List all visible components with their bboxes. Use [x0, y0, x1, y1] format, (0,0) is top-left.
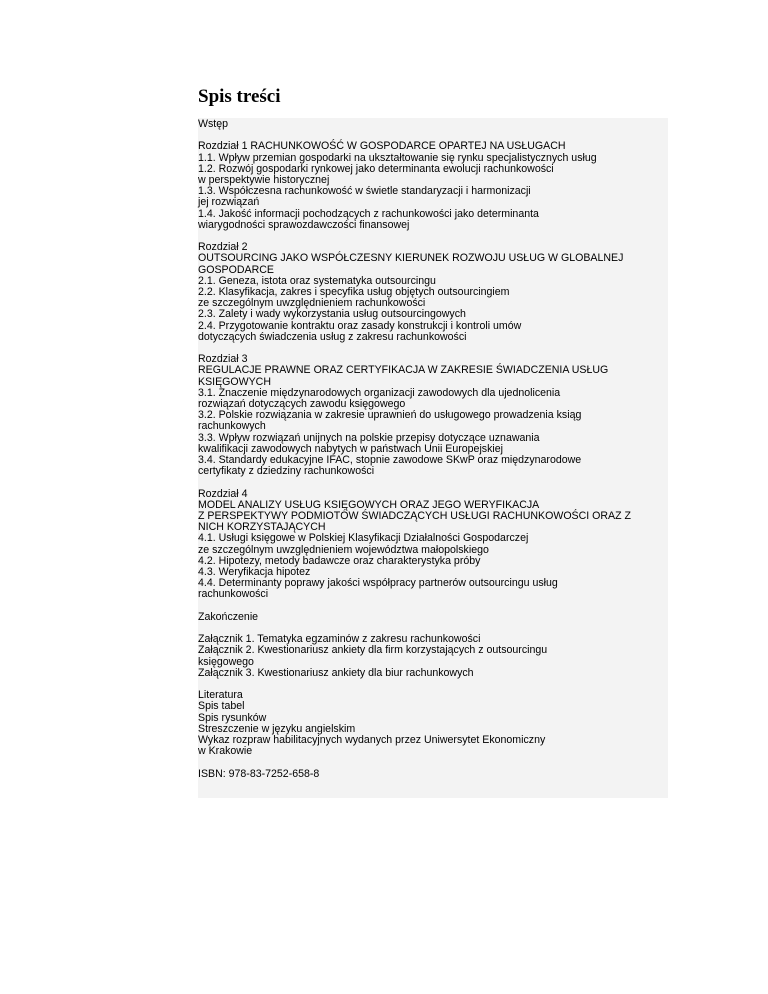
toc-line: księgowego [198, 655, 254, 668]
toc-line: Rozdział 1 RACHUNKOWOŚĆ W GOSPODARCE OPARTEJ NA USŁUGACH [198, 140, 566, 153]
toc-line: 2.3. Zalety i wady wykorzystania usług outsourcingowych [198, 308, 466, 321]
toc-line: 1.3. Współczesna rachunkowość w świetle standaryzacji i harmonizacji [198, 185, 531, 198]
toc-line: Rozdział 3 [198, 353, 248, 366]
toc-line: certyfikaty z dziedziny rachunkowości [198, 465, 375, 478]
toc-line: rozwiązań dotyczących zawodu księgowego [198, 398, 406, 411]
toc-section [198, 690, 668, 757]
toc-line: ISBN: 978-83-7252-658-8 [198, 767, 320, 780]
toc-line: KSIĘGOWYCH [198, 375, 271, 388]
toc-line: NICH KORZYSTAJĄCYCH [198, 521, 326, 534]
toc-line: Z PERSPEKTYWY PODMIOTÓW ŚWIADCZĄCYCH USŁUGI RACHUNKOWOŚCI ORAZ Z [198, 510, 631, 523]
toc-line: GOSPODARCE [198, 263, 274, 276]
toc-line: wiarygodności sprawozdawczości finansowej [198, 218, 410, 231]
toc-line: Załącznik 1. Tematyka egzaminów z zakresu rachunkowości [198, 633, 481, 646]
page-title: Spis treści [198, 86, 281, 107]
toc-line: 2.1. Geneza, istota oraz systematyka outsourcingu [198, 274, 436, 287]
toc-line: Spis rysunków [198, 711, 267, 724]
toc-section [198, 612, 668, 623]
toc-line: Streszczenie w języku angielskim [198, 722, 356, 735]
toc-section [198, 242, 668, 343]
toc-section [198, 769, 668, 780]
table-of-contents [198, 118, 668, 798]
toc-line: 1.4. Jakość informacji pochodzących z rachunkowości jako determinanta [198, 207, 539, 220]
toc-line: 3.2. Polskie rozwiązania w zakresie uprawnień do usługowego prowadzenia ksiąg [198, 409, 582, 422]
toc-line: Wykaz rozpraw habilitacyjnych wydanych przez Uniwersytet Ekonomiczny [198, 734, 546, 747]
toc-line: REGULACJE PRAWNE ORAZ CERTYFIKACJA W ZAKRESIE ŚWIADCZENIA USŁUG [198, 364, 609, 377]
toc-line: 4.2. Hipotezy, metody badawcze oraz charakterystyka próby [198, 554, 481, 567]
toc-line: 3.1. Znaczenie międzynarodowych organizacji zawodowych dla ujednolicenia [198, 386, 561, 399]
toc-line: Rozdział 2 [198, 241, 248, 254]
toc-line: dotyczących świadczenia usług z zakresu rachunkowości [198, 330, 467, 343]
toc-line: rachunkowych [198, 420, 266, 433]
toc-line: Zakończenie [198, 610, 259, 623]
toc-line: Załącznik 3. Kwestionariusz ankiety dla biur rachunkowych [198, 666, 474, 679]
toc-line: 4.1. Usługi księgowe w Polskiej Klasyfikacji Działalności Gospodarczej [198, 532, 529, 545]
toc-line: Załącznik 2. Kwestionariusz ankiety dla firm korzystających z outsourcingu [198, 644, 548, 657]
toc-line: 2.2. Klasyfikacja, zakres i specyfika usług objętych outsourcingiem [198, 286, 510, 299]
toc-line: 1.1. Wpływ przemian gospodarki na ukształtowanie się rynku specjalistycznych usług [198, 151, 597, 164]
toc-line: w perspektywie historycznej [198, 174, 330, 186]
toc-line: 3.4. Standardy edukacyjne IFAC, stopnie zawodowe SKwP oraz międzynarodowe [198, 454, 582, 467]
toc-line: OUTSOURCING JAKO WSPÓŁCZESNY KIERUNEK ROZWOJU USŁUG W GLOBALNEJ [198, 252, 624, 265]
toc-section [198, 119, 668, 130]
toc-line: 4.3. Weryfikacja hipotez [198, 566, 311, 579]
toc-line: Spis tabel [198, 700, 245, 713]
toc-line: 1.2. Rozwój gospodarki rynkowej jako determinanta ewolucji rachunkowości [198, 162, 554, 175]
toc-line: 2.4. Przygotowanie kontraktu oraz zasady konstrukcji i kontroli umów [198, 319, 522, 332]
toc-line: rachunkowości [198, 588, 269, 601]
toc-line: kwalifikacji zawodowych nabytych w państwach Unii Europejskiej [198, 442, 503, 455]
toc-line: Rozdział 4 [198, 487, 248, 500]
toc-line: MODEL ANALIZY USŁUG KSIĘGOWYCH ORAZ JEGO WERYFIKACJA [198, 498, 540, 511]
toc-line: jej rozwiązań [198, 196, 260, 209]
toc-line: ze szczególnym uwzględnieniem rachunkowości [198, 297, 426, 310]
toc-line: 4.4. Determinanty poprawy jakości współpracy partnerów outsourcingu usług [198, 577, 558, 590]
toc-section [198, 634, 668, 679]
toc-line: 3.3. Wpływ rozwiązań unijnych na polskie przepisy dotyczące uznawania [198, 431, 540, 444]
toc-line: Literatura [198, 689, 243, 702]
toc-line: Wstęp [198, 118, 229, 130]
toc-section [198, 489, 668, 601]
toc-section [198, 354, 668, 477]
toc-line: ze szczególnym uwzględnieniem województwa małopolskiego [198, 543, 489, 556]
toc-line: w Krakowie [198, 745, 253, 758]
toc-section [198, 141, 668, 231]
